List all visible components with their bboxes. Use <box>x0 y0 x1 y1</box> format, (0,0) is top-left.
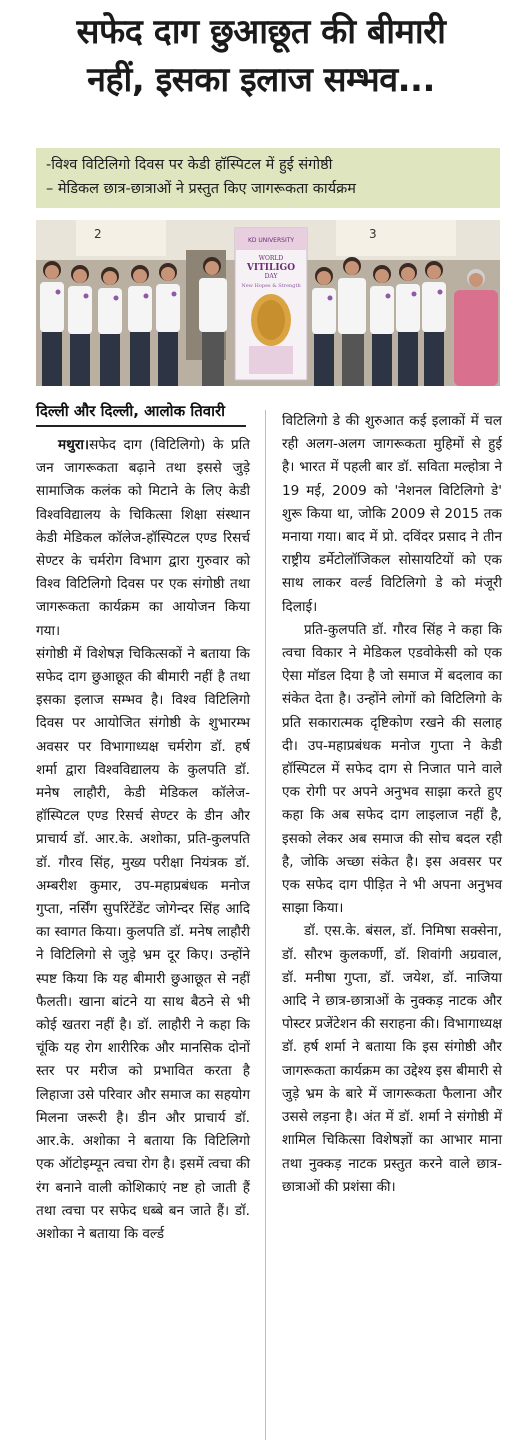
event-photo <box>36 220 500 386</box>
floor-number-right: 3 <box>369 227 377 241</box>
standee-tagline: New Hopes & Strength <box>241 283 301 289</box>
headline <box>8 8 514 104</box>
article-column-right <box>282 410 502 1199</box>
headline-line-2: नहीं, इसका इलाज सम्भव... <box>87 60 435 100</box>
standee-title-3: DAY <box>264 273 278 280</box>
floor-number-left: 2 <box>94 227 102 241</box>
article-paragraph-4: प्रति-कुलपति डॉ. गौरव सिंह ने कहा कि त्वचा विकार ने मेडिकल एडवोकेसी को एक ऐसा मॉडल दिया है जो समाज में बदलाव का संकेत देता है। उन्होंने लोगों को विटिलिगो के प्रति सकारात्मक दृष्टिकोण रखने की सलाह दी। उप-महाप्रबंधक मनोज गुप्ता ने केडी हॉस्पिटल में सफेद दाग से निजात पाने वाले एक रोगी पर अपने अनुभव साझा करते हुए कहा कि अब सफेद दाग लाइलाज नहीं है, इसको लेकर अब समाज की सोच बदल रही है, जोकि अच्छा संकेत है। इस अवसर पर एक सफेद दाग पीड़ित ने भी अपना अनुभव साझा किया। <box>282 621 502 917</box>
column-divider <box>265 410 266 1440</box>
subheadline-1: -विश्व विटिलिगो दिवस पर केडी हॉस्पिटल में हुई संगोष्ठी <box>46 157 333 173</box>
article-paragraph-3: विटिलिगो डे की शुरुआत कई इलाकों में चल रही अलग-अलग जागरूकता मुहिमों से हुई है। भारत में पहली बार डॉ. सविता मल्होत्रा ने 19 मई, 2009 को 'नेशनल विटिलिगो डे' शुरू किया था, जोकि 2009 से 2015 तक मनाया गया। बाद में प्रो. दविंदर प्रसाद ने तीन राष्ट्रीय डर्मेटोलॉजिकल सोसायटियों को एक साथ लाकर वर्ल्ड विटिलिगो डे को मंजूरी दिलाई। <box>282 413 502 615</box>
standee-title-1: WORLD <box>258 255 284 262</box>
subheadline-box <box>36 148 500 208</box>
article-paragraph-1 <box>36 434 250 643</box>
standee-title-2: VITILIGO <box>246 263 296 273</box>
article-column-left <box>36 434 250 1246</box>
byline: दिल्ली और दिल्ली, आलोक तिवारी <box>36 400 246 427</box>
dateline: मथुरा। <box>58 437 90 453</box>
article-paragraph-5: डॉ. एस.के. बंसल, डॉ. निमिषा सक्सेना, डॉ. सौरभ कुलकर्णी, डॉ. शिवांगी अग्रवाल, डॉ. मनीषा गुप्ता, डॉ. जयेश, डॉ. नाजिया आदि ने छात्र-छात्राओं के नुक्कड़ नाटक और पोस्टर प्रजेंटेशन की सराहना की। विभागाध्यक्ष डॉ. हर्ष शर्मा ने बताया कि इस संगोष्ठी और जागरूकता कार्यक्रम का उद्देश्य इस बीमारी से जुड़े भ्रम के बारे में जागरूकता फैलाना और उससे लड़ना है। अंत में डॉ. शर्मा ने संगोष्ठी में शामिल चिकित्सा विशेषज्ञों का आभार माना तथा नुक्कड़ नाटक प्रस्तुत करने वाले छात्र-छात्राओं की प्रशंसा की। <box>282 923 502 1195</box>
headline-line-1: सफेद दाग छुआछूत की बीमारी <box>76 12 446 52</box>
standee-brand: KD UNIVERSITY <box>247 237 295 244</box>
article-paragraph-2: संगोष्ठी में विशेषज्ञ चिकित्सकों ने बताया कि सफेद दाग छुआछूत की बीमारी नहीं है तथा इसका इलाज सम्भव है। विश्व विटिलिगो दिवस पर आयोजित संगोष्ठी के शुभारम्भ अवसर पर विभागाध्यक्ष चर्मरोग डॉ. हर्ष शर्मा द्वारा विश्वविद्यालय के कुलपति डॉ. मनेष लाहौरी, केडी मेडिकल कॉलेज-हॉस्पिटल एण्ड रिसर्च सेण्टर के डीन और प्राचार्य डॉ. आर.के. अशोका, प्रति-कुलपति डॉ. गौरव सिंह, मुख्य परीक्षा नियंत्रक डॉ. अम्बरीश कुमार, उप-महाप्रबंधक मनोज गुप्ता, नर्सिंग सुपरिंटेंडेंट जोगेन्दर सिंह आदि का स्वागत किया। कुलपति डॉ. मनेष लाहौरी ने विटिलिगो से जुड़े भ्रम दूर किए। उन्होंने स्पष्ट किया कि यह बीमारी छुआछूत से नहीं फैलती। खाना बांटने या साथ बैठने से भी कोई खतरा नहीं है। डॉ. लाहौरी ने कहा कि चूंकि यह रोग शारीरिक और मानसिक दोनों स्तर पर मरीज को प्रभावित करता है लिहाजा उसे परिवार और समाज का सहयोग मिलना जरूरी है। डीन और प्राचार्य डॉ. आर.के. अशोका ने बताया कि विटिलिगो एक ऑटोइम्यून त्वचा रोग है। इसमें त्वचा की रंग बनाने वाली कोशिकाएं नष्ट हो जाती हैं तथा त्वचा पर सफेद धब्बे बन जाते हैं। डॉ. अशोका ने बताया कि वर्ल्ड <box>36 645 250 1242</box>
paragraph-1-text: सफेद दाग (विटिलिगो) के प्रति जन जागरूकता बढ़ाने तथा इससे जुड़े सामाजिक कलंक को मिटाने के लिए केडी विश्वविद्यालय के चिकित्सा शिक्षा संस्थान केडी मेडिकल कॉलेज-हॉस्पिटल एण्ड रिसर्च सेण्टर के चर्मरोग विभाग द्वारा गुरुवार को विश्व विटिलिगो दिवस पर एक संगोष्ठी तथा जागरूकता कार्यक्रम का आयोजन किया गया। <box>36 437 250 639</box>
subheadline-2: – मेडिकल छात्र-छात्राओं ने प्रस्तुत किए जागरूकता कार्यक्रम <box>46 181 356 197</box>
world-vitiligo-day-standee <box>235 228 307 380</box>
